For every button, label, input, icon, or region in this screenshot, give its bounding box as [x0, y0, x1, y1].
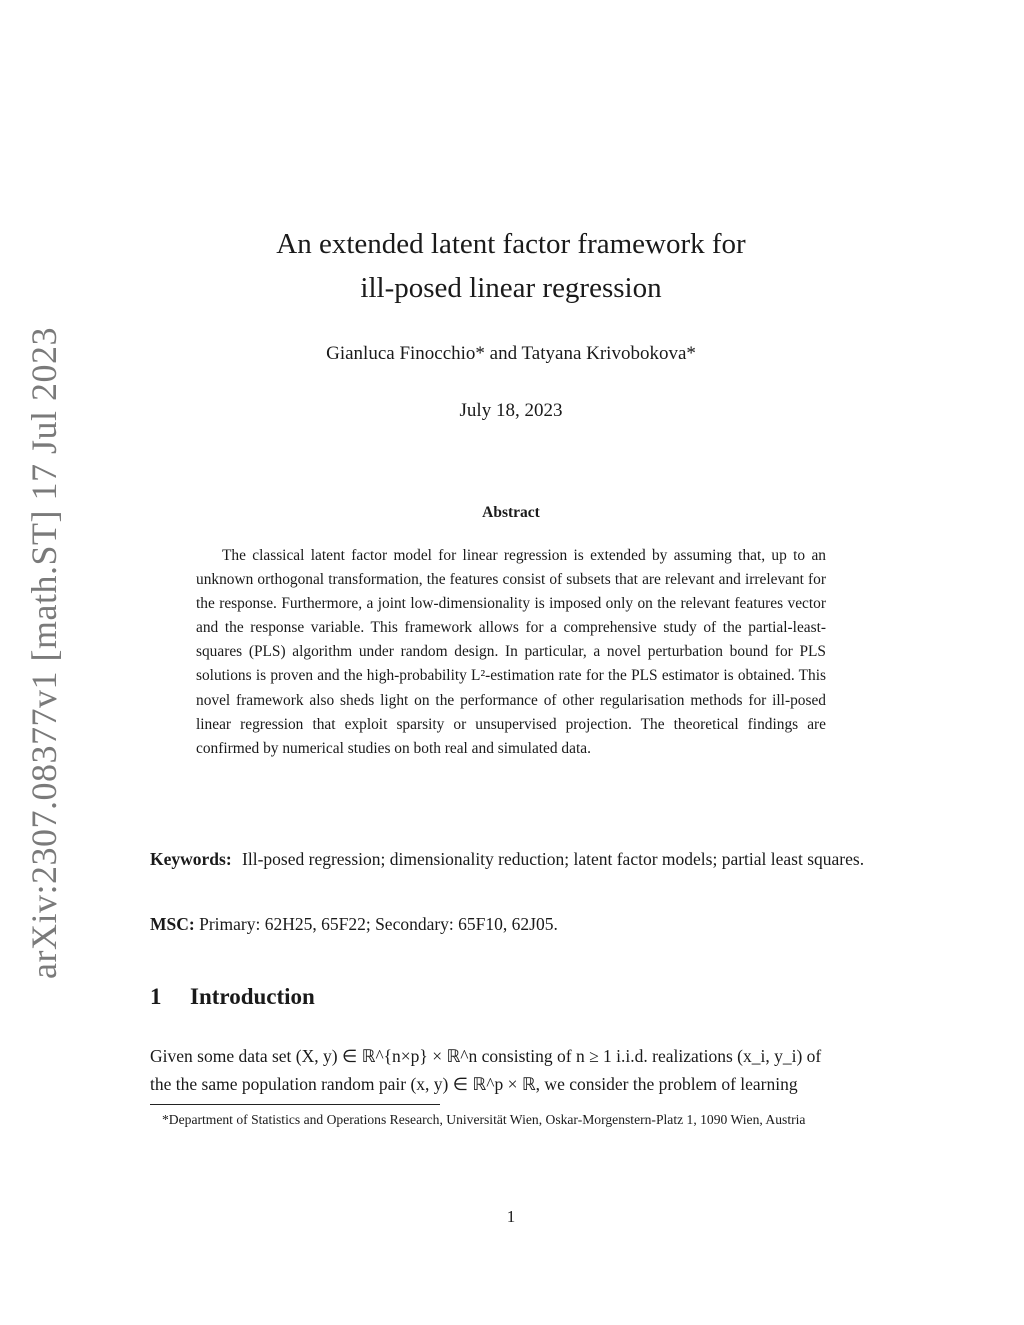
- arxiv-identifier: [14, 327, 74, 979]
- keywords-label: Keywords:: [150, 849, 232, 869]
- page-number: 1: [506, 1207, 516, 1226]
- section-heading: [150, 982, 872, 1012]
- intro-paragraph: [150, 1042, 872, 1098]
- keywords-text: Ill-posed regression; dimensionality reduction; latent factor models; partial least squares.: [242, 849, 865, 869]
- arxiv-identifier-text: arXiv:2307.08377v1 [math.ST] 17 Jul 2023: [24, 327, 65, 979]
- title-line-2: ill-posed linear regression: [360, 272, 662, 304]
- abstract-heading: Abstract: [482, 504, 540, 521]
- msc-text: Primary: 62H25, 65F22; Secondary: 65F10, 62J05.: [199, 914, 558, 934]
- title-line-1: An extended latent factor framework for: [276, 228, 746, 260]
- paper-title: [150, 222, 872, 310]
- abstract-text: The classical latent factor model for linear regression is extended by assuming that, up to an unknown orthogonal transformation, the features consist of subsets that are relevant and irrelevant for the response. Furthermore, a joint low-dimensionality is imposed only on the relevant features vector and the response variable. This framework allows for a comprehensive study of the partial-least-squares (PLS) algorithm under random design. In particular, a novel perturbation bound for PLS solutions is proven and the high-probability L²-estimation rate for the PLS estimator is obtained. This novel framework also sheds light on the performance of other regularisation methods for ill-posed linear regression that exploit sparsity or unsupervised projection. The theoretical findings are confirmed by numerical studies on both real and simulated data.: [196, 547, 826, 757]
- authors: Gianluca Finocchio* and Tatyana Krivobokova*: [326, 343, 696, 364]
- msc-label: MSC:: [150, 914, 195, 934]
- footnote-rule: [150, 1104, 440, 1105]
- section-number: 1: [150, 984, 162, 1009]
- intro-line-1: Given some data set (X, y) ∈ ℝ^{n×p} × ℝ^n consisting of n ≥ 1 i.i.d. realizations (x_i, y_i) of: [150, 1046, 822, 1066]
- section-title: Introduction: [190, 984, 315, 1009]
- footnote: *Department of Statistics and Operations Research, Universität Wien, Oskar-Morgenstern-Platz 1, 1090 Wien, Austria: [162, 1112, 806, 1127]
- msc-classification: [150, 911, 872, 938]
- paper-date: July 18, 2023: [459, 400, 563, 421]
- keywords: [150, 846, 872, 873]
- intro-line-2: the the same population random pair (x, y) ∈ ℝ^p × ℝ, we consider the problem of learning: [150, 1074, 798, 1094]
